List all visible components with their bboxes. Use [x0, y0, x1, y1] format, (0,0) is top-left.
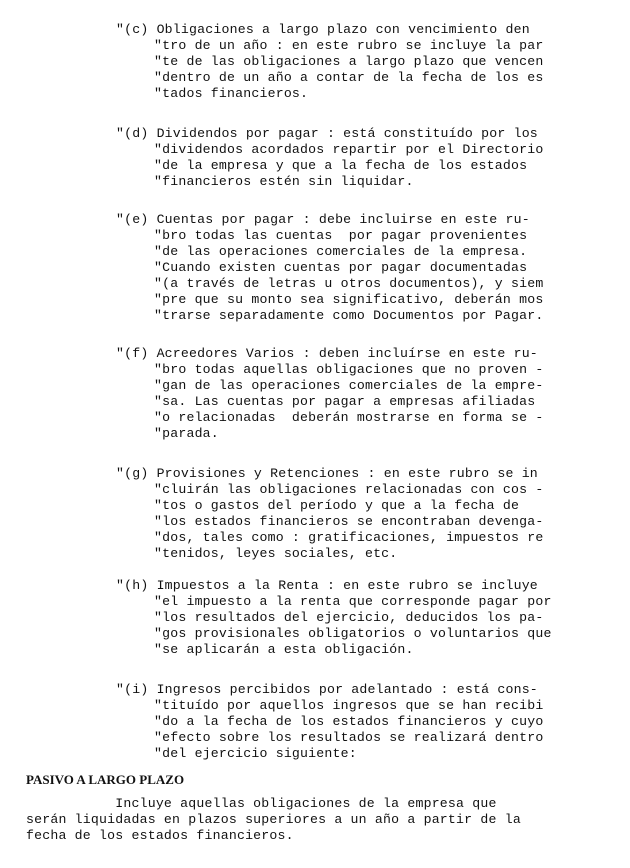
text-line: "dentro de un año a contar de la fecha de los es	[154, 70, 544, 85]
text-line: "se aplicarán a esta obligación.	[154, 642, 414, 657]
text-line: "te de las obligaciones a largo plazo que vencen	[154, 54, 544, 69]
text-line: serán liquidadas en plazos superiores a un año a partir de la	[26, 812, 521, 827]
text-line: "(e) Cuentas por pagar : debe incluirse en este ru-	[116, 212, 530, 227]
text-line: "tenidos, leyes sociales, etc.	[154, 546, 398, 561]
text-line: "Cuando existen cuentas por pagar documentadas	[154, 260, 528, 275]
list-item	[116, 212, 626, 324]
text-line: "tro de un año : en este rubro se incluye la par	[154, 38, 544, 53]
text-line: "efecto sobre los resultados se realizará dentro	[154, 730, 544, 745]
section-paragraph	[26, 790, 626, 844]
text-line: "(h) Impuestos a la Renta : en este rubro se incluye	[116, 578, 538, 593]
text-line: "tados financieros.	[154, 86, 309, 101]
text-line: "de la empresa y que a la fecha de los estados	[154, 158, 528, 173]
text-line: "de las operaciones comerciales de la empresa.	[154, 244, 528, 259]
text-line: "(g) Provisiones y Retenciones : en este rubro se in	[116, 466, 538, 481]
text-line: "parada.	[154, 426, 219, 441]
text-line: "bro todas las cuentas por pagar provenientes	[154, 228, 528, 243]
text-line: "trarse separadamente como Documentos por Pagar.	[154, 308, 544, 323]
text-line: Incluye aquellas obligaciones de la empresa que	[26, 796, 497, 811]
text-line: "(a través de letras u otros documentos), y siem	[154, 276, 544, 291]
text-line: fecha de los estados financieros.	[26, 828, 294, 843]
text-line: "o relacionadas deberán mostrarse en forma se -	[154, 410, 544, 425]
text-line: "pre que su monto sea significativo, deberán mos	[154, 292, 544, 307]
text-line: "cluirán las obligaciones relacionadas con cos -	[154, 482, 544, 497]
text-line: "tos o gastos del período y que a la fecha de	[154, 498, 520, 513]
section-heading: PASIVO A LARGO PLAZO	[26, 772, 185, 787]
text-line: "los resultados del ejercicio, deducidos los pa-	[154, 610, 544, 625]
list-item	[116, 682, 626, 762]
list-item	[116, 126, 626, 190]
list-item	[116, 466, 626, 562]
list-item	[116, 22, 626, 102]
text-line: "(c) Obligaciones a largo plazo con vencimiento den	[116, 22, 530, 37]
text-line: "tituído por aquellos ingresos que se han recibi	[154, 698, 544, 713]
text-line: "do a la fecha de los estados financieros y cuyo	[154, 714, 544, 729]
text-line: "gos provisionales obligatorios o voluntarios que	[154, 626, 552, 641]
text-line: "dos, tales como : gratificaciones, impuestos re	[154, 530, 544, 545]
list-item	[116, 578, 626, 658]
text-line: "bro todas aquellas obligaciones que no proven -	[154, 362, 544, 377]
text-line: "(i) Ingresos percibidos por adelantado : está cons-	[116, 682, 538, 697]
text-line: "dividendos acordados repartir por el Directorio	[154, 142, 544, 157]
text-line: "los estados financieros se encontraban devenga-	[154, 514, 544, 529]
list-item	[116, 346, 626, 442]
text-line: "sa. Las cuentas por pagar a empresas afiliadas	[154, 394, 536, 409]
text-line: "(d) Dividendos por pagar : está constituído por los	[116, 126, 538, 141]
text-line: "del ejercicio siguiente:	[154, 746, 357, 761]
text-line: "gan de las operaciones comerciales de la empre-	[154, 378, 544, 393]
text-line: "financieros estén sin liquidar.	[154, 174, 414, 189]
text-line: "(f) Acreedores Varios : deben incluírse en este ru-	[116, 346, 538, 361]
text-line: "el impuesto a la renta que corresponde pagar por	[154, 594, 552, 609]
